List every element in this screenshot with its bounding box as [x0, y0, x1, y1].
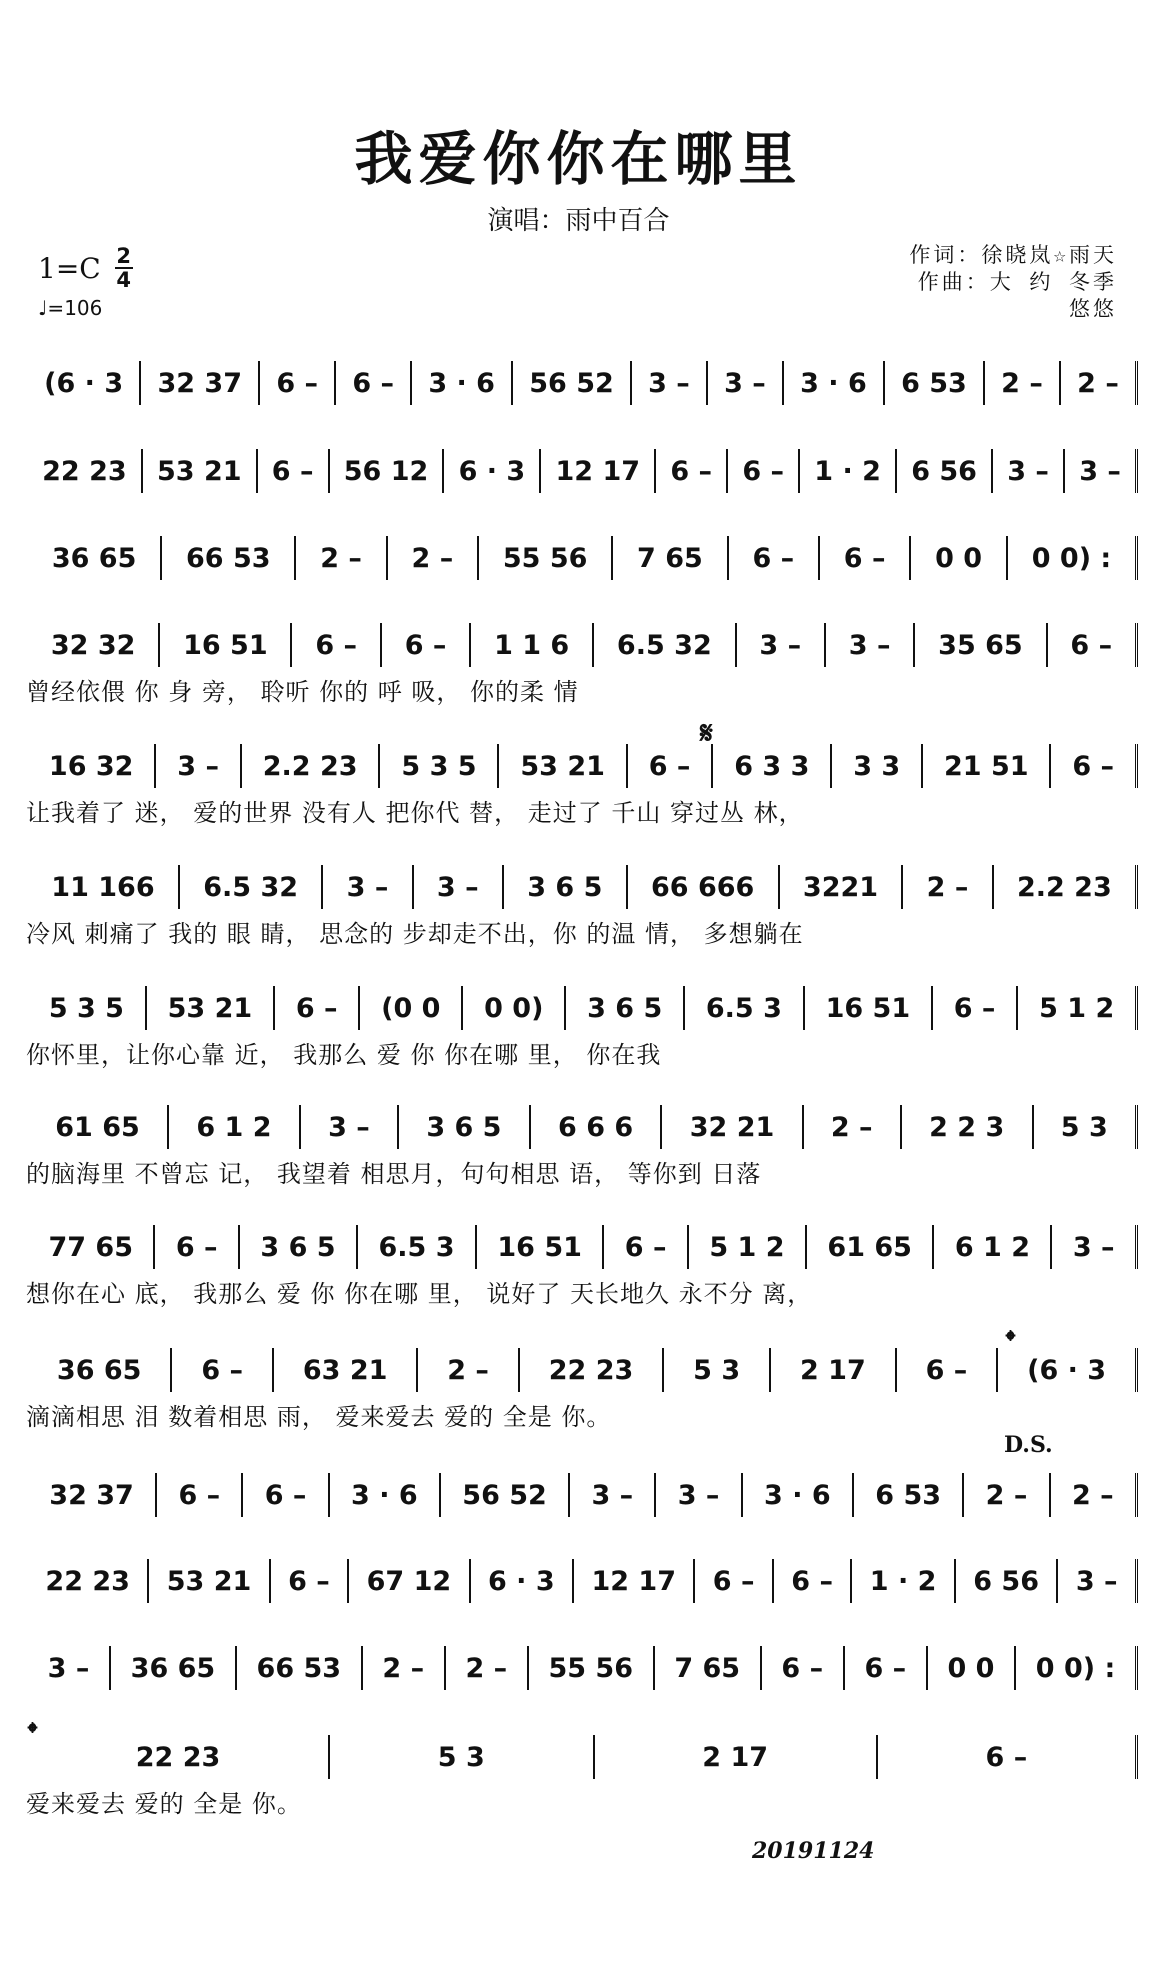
- lyric-line: 滴滴相思 泪 数着相思 雨， 爱来爱去 爱的 全是 你。: [26, 1403, 612, 1431]
- measure: 2 –: [1051, 1473, 1138, 1517]
- measure: 2 –: [1061, 361, 1138, 405]
- measure: 3 6 5: [566, 986, 685, 1030]
- score-row: [28, 533, 1138, 583]
- measure: 35 65: [915, 623, 1047, 667]
- measure: 3 · 6: [743, 1473, 854, 1517]
- measure: 6 –: [933, 986, 1018, 1030]
- measure: 2 –: [903, 865, 993, 909]
- lyric-line: 爱来爱去 爱的 全是 你。: [26, 1790, 302, 1818]
- measure: 2 –: [804, 1105, 902, 1149]
- measure: (0 0: [360, 986, 463, 1030]
- measure: 7 65: [613, 536, 728, 580]
- measure: 6 –: [604, 1225, 689, 1269]
- measure: 2 17: [595, 1735, 878, 1779]
- measure: 12 17: [541, 449, 656, 493]
- coda-mark-2: 𝄌: [28, 1718, 37, 1748]
- measure: 6 56: [956, 1559, 1059, 1603]
- measure: 11 166: [28, 865, 180, 909]
- measure: 6 –: [845, 1646, 928, 1690]
- measure: 2 –: [964, 1473, 1050, 1517]
- date-stamp: 20191124: [752, 1838, 875, 1864]
- score-row: [28, 862, 1138, 912]
- measure: 63 21: [274, 1348, 418, 1392]
- measure: 61 65: [807, 1225, 934, 1269]
- measure: 53 21: [143, 449, 258, 493]
- measure: 6 –: [1051, 744, 1138, 788]
- measure: 3 6 5: [399, 1105, 531, 1149]
- measure: 16 51: [805, 986, 933, 1030]
- measure: 6 53: [885, 361, 985, 405]
- key-signature: [38, 246, 133, 290]
- segno-mark: 𝄋: [700, 716, 713, 751]
- measure: 3 –: [156, 744, 242, 788]
- lyric-line: 冷风 刺痛了 我的 眼 睛， 思念的 步却走不出，你 的温 情， 多想躺在: [26, 920, 804, 948]
- measure: 77 65: [28, 1225, 155, 1269]
- measure: 56 52: [513, 361, 632, 405]
- measure: 2 –: [418, 1348, 520, 1392]
- score-row: [28, 1732, 1138, 1782]
- measure: 3 · 6: [784, 361, 885, 405]
- measure: 3 –: [826, 623, 915, 667]
- measure: 0 0) :: [1016, 1646, 1138, 1690]
- measure: 53 21: [147, 986, 275, 1030]
- measure: 2 –: [296, 536, 387, 580]
- measure: 5 3 5: [380, 744, 499, 788]
- measure: 3 –: [656, 1473, 742, 1517]
- measure: 6 –: [628, 744, 714, 788]
- measure: 36 65: [28, 1348, 172, 1392]
- lyricist: 作词：徐晓岚☆雨天: [909, 243, 1117, 267]
- measure: 6.5 32: [594, 623, 737, 667]
- measure: 2 –: [363, 1646, 446, 1690]
- measure: 6 1 2: [169, 1105, 301, 1149]
- score-row: [28, 1102, 1138, 1152]
- score-row: [28, 446, 1138, 496]
- measure: 3 –: [28, 1646, 111, 1690]
- measure: 6 · 3: [471, 1559, 574, 1603]
- measure: 0 0: [928, 1646, 1016, 1690]
- measure: 2.2 23: [994, 865, 1138, 909]
- measure: 22 23: [28, 1559, 149, 1603]
- measure: 6 –: [695, 1559, 774, 1603]
- measure: 3 –: [1058, 1559, 1138, 1603]
- measure: 6 –: [157, 1473, 243, 1517]
- measure: 6 –: [336, 361, 412, 405]
- measure: 22 23: [520, 1348, 664, 1392]
- measure: 1 · 2: [852, 1559, 955, 1603]
- measure: 16 51: [160, 623, 292, 667]
- measure: 6 –: [275, 986, 360, 1030]
- measure: 6.5 32: [180, 865, 323, 909]
- measure: 6 –: [243, 1473, 329, 1517]
- song-title: 我爱你你在哪里: [354, 125, 803, 193]
- measure: 32 37: [28, 1473, 157, 1517]
- measure: 6.5 3: [685, 986, 805, 1030]
- measure: 2 –: [985, 361, 1061, 405]
- measure: 3 –: [301, 1105, 399, 1149]
- measure: 6 · 3: [444, 449, 541, 493]
- measure: 22 23: [28, 1735, 330, 1779]
- measure: 2 2 3: [902, 1105, 1034, 1149]
- measure: 3 6 5: [504, 865, 628, 909]
- measure: 5 1 2: [689, 1225, 807, 1269]
- measure: 3 3: [832, 744, 923, 788]
- measure: 3 –: [708, 361, 784, 405]
- measure: 3 –: [993, 449, 1065, 493]
- measure: 66 666: [628, 865, 780, 909]
- measure: 6 –: [820, 536, 911, 580]
- singer-credit: 演唱：雨中百合: [487, 206, 670, 236]
- measure: 3 –: [570, 1473, 656, 1517]
- composer: 作曲：大 约 冬季: [917, 270, 1117, 294]
- score-row: [28, 1643, 1138, 1693]
- score-row: [28, 1345, 1138, 1395]
- measure: 6 –: [258, 449, 330, 493]
- measure: 5 1 2: [1018, 986, 1138, 1030]
- measure: 6 –: [729, 536, 820, 580]
- measure: 32 21: [662, 1105, 803, 1149]
- measure: 3 –: [323, 865, 413, 909]
- lyric-line: 让我着了 迷， 爱的世界 没有人 把你代 替， 走过了 千山 穿过丛 林，: [26, 799, 804, 827]
- measure: 21 51: [923, 744, 1051, 788]
- score-row: [28, 358, 1138, 408]
- measure: 6 –: [728, 449, 800, 493]
- measure: 6 –: [382, 623, 471, 667]
- credits: [909, 242, 1117, 323]
- composer-2: 悠悠: [1069, 297, 1117, 321]
- score-row: [28, 741, 1138, 791]
- measure: 6 1 2: [934, 1225, 1052, 1269]
- coda-mark: 𝄌: [1006, 1326, 1015, 1356]
- measure: 55 56: [479, 536, 613, 580]
- measure: 6 –: [292, 623, 381, 667]
- measure: 0 0: [911, 536, 1008, 580]
- lyric-line: 你怀里，让你心靠 近， 我那么 爱 你 你在哪 里， 你在我: [26, 1041, 662, 1069]
- measure: 6 56: [897, 449, 993, 493]
- measure: 6 –: [897, 1348, 999, 1392]
- lyric-line: 想你在心 底， 我那么 爱 你 你在哪 里， 说好了 天长地久 永不分 离，: [26, 1280, 813, 1308]
- measure: 36 65: [28, 536, 162, 580]
- measure: 2.2 23: [242, 744, 381, 788]
- key-label: 1=C: [38, 251, 101, 285]
- measure: 6 –: [1048, 623, 1138, 667]
- measure: 0 0) :: [1008, 536, 1138, 580]
- measure: 6 –: [260, 361, 336, 405]
- lyric-line: 曾经依偎 你 身 旁， 聆听 你的 呼 吸， 你的柔 情: [26, 678, 579, 706]
- measure: 6 –: [172, 1348, 274, 1392]
- measure: 3 –: [1052, 1225, 1138, 1269]
- measure: 5 3: [1034, 1105, 1138, 1149]
- measure: 56 12: [330, 449, 445, 493]
- measure: 12 17: [574, 1559, 695, 1603]
- measure: 3 6 5: [240, 1225, 358, 1269]
- measure: 5 3: [330, 1735, 594, 1779]
- measure: 0 0): [463, 986, 566, 1030]
- measure: 32 37: [141, 361, 260, 405]
- measure: 22 23: [28, 449, 143, 493]
- measure: 5 3 5: [28, 986, 147, 1030]
- measure: 66 53: [162, 536, 296, 580]
- measure: 3 · 6: [412, 361, 513, 405]
- measure: 6 –: [878, 1735, 1138, 1779]
- measure: 2 –: [446, 1646, 529, 1690]
- measure: 5 3: [664, 1348, 771, 1392]
- measure: 1 1 6: [471, 623, 594, 667]
- measure: 16 51: [477, 1225, 604, 1269]
- measure: 6 53: [854, 1473, 964, 1517]
- measure: 16 32: [28, 744, 156, 788]
- measure: 3 –: [632, 361, 708, 405]
- score-row: [28, 983, 1138, 1033]
- measure: 3221: [780, 865, 904, 909]
- time-signature: [115, 246, 133, 290]
- score-row: [28, 1470, 1138, 1520]
- lyric-line: 的脑海里 不曾忘 记， 我望着 相思月，句句相思 语， 等你到 日落: [26, 1160, 762, 1188]
- measure: 3 –: [414, 865, 504, 909]
- measure: 53 21: [499, 744, 627, 788]
- meter-top: 2: [116, 244, 132, 268]
- measure: 3 –: [737, 623, 826, 667]
- ds-mark: D.S.: [1004, 1432, 1053, 1458]
- measure: 6 –: [762, 1646, 845, 1690]
- measure: 6.5 3: [358, 1225, 477, 1269]
- measure: 3 –: [1065, 449, 1138, 493]
- measure: 6 –: [656, 449, 728, 493]
- meter-bottom: 4: [116, 268, 132, 292]
- measure: 32 32: [28, 623, 160, 667]
- tempo-marking: ♩=106: [38, 296, 103, 320]
- measure: 61 65: [28, 1105, 169, 1149]
- measure: 36 65: [111, 1646, 237, 1690]
- score-row: [28, 1556, 1138, 1606]
- measure: 56 52: [441, 1473, 570, 1517]
- measure: 3 · 6: [330, 1473, 441, 1517]
- measure: 66 53: [237, 1646, 363, 1690]
- measure: 53 21: [149, 1559, 270, 1603]
- measure: (6 · 3: [28, 361, 141, 405]
- measure: 55 56: [529, 1646, 655, 1690]
- measure: 6 –: [155, 1225, 240, 1269]
- measure: 2 17: [771, 1348, 897, 1392]
- score-row: [28, 620, 1138, 670]
- measure: 6 –: [774, 1559, 853, 1603]
- measure: (6 · 3: [998, 1348, 1138, 1392]
- measure: 2 –: [388, 536, 479, 580]
- measure: 67 12: [349, 1559, 470, 1603]
- measure: 1 · 2: [800, 449, 897, 493]
- measure: 6 6 6: [531, 1105, 663, 1149]
- measure: 6 3 3: [713, 744, 832, 788]
- measure: 6 –: [271, 1559, 350, 1603]
- score-row: [28, 1222, 1138, 1272]
- measure: 7 65: [655, 1646, 762, 1690]
